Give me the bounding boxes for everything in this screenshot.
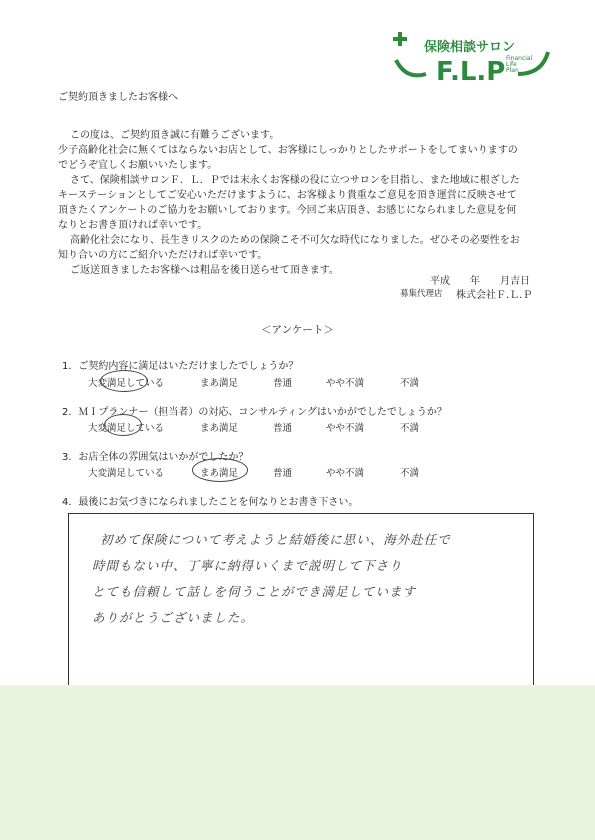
logo-name: 保険相談サロン xyxy=(424,40,516,55)
logo-subtitle: Financial Life Plan xyxy=(506,55,533,74)
plus-mark-icon xyxy=(393,32,407,46)
logo-mark: F.L.P xyxy=(436,57,506,87)
survey-title: ＜アンケート＞ xyxy=(261,324,334,336)
handwritten-line-2: 時間もない中、丁寧に納得いくまで説明して下さり xyxy=(92,558,403,573)
q2-selection-circle xyxy=(104,414,142,436)
q3-option-very-satisfied[interactable]: 大変満足している xyxy=(88,468,165,479)
question-4: 4．最後にお気づきになられましたことを何なりとお書き下さい。 xyxy=(62,497,359,508)
q2-option-somewhat-satisfied[interactable]: まあ満足 xyxy=(200,423,239,434)
agency-label: 募集代理店 xyxy=(400,289,443,299)
q1-selection-circle xyxy=(100,370,148,392)
question-1: 1．ご契約内容に満足はいただけましたでしょうか？ xyxy=(62,361,299,372)
handwritten-line-4: ありがとうございました。 xyxy=(92,610,255,625)
question-2: 2．ＭＩプランナー（担当者）の対応、コンサルティングはいかがでしたでしょうか？ xyxy=(62,407,447,418)
background-panel xyxy=(0,685,595,840)
q1-option-somewhat-dissatisfied[interactable]: やや不満 xyxy=(326,378,365,389)
q3-option-somewhat-dissatisfied[interactable]: やや不満 xyxy=(326,468,365,479)
handwritten-line-1: 初めて保険について考えようと結婚後に思い、海外赴任で xyxy=(100,532,451,547)
q3-selection-circle xyxy=(192,458,248,482)
intro-text: この度は、ご契約頂き誠に有難うございます。 少子高齢化社会に無くてはならないお店として、お客様にしっかりとしたサポートをしてまいりますの でどうぞ宜しくお願いいたします。 さて、保険相談サロンＦ．Ｌ．Ｐでは末永くお客様の役に立つサロンを目指し、また地域に根ざした キーステーションとしてご安心いただけますように、お客様より貴重なご意見を頂き運営に反映させて 頂きたくアンケートのご協力をお願いしております。今回ご来店頂き、お感じになられました意見を何 なりとお書き頂ければ幸いです。 高齢化社会になり、長生きリスクのための保険こそ不可欠な時代になりました。ぜひその必要性をお 知り合いの方にご紹介いただければ幸いです。 ご返送頂きましたお客様へは粗品を後日送らせて頂きます。 xyxy=(58,130,520,276)
q2-option-average[interactable]: 普通 xyxy=(273,423,293,434)
q1-option-somewhat-satisfied[interactable]: まあ満足 xyxy=(200,378,239,389)
q2-option-dissatisfied[interactable]: 不満 xyxy=(400,423,420,434)
q1-option-dissatisfied[interactable]: 不満 xyxy=(400,378,420,389)
handwritten-line-3: とても信頼して話しを伺うことができ満足しています xyxy=(92,584,417,599)
q2-option-somewhat-dissatisfied[interactable]: やや不満 xyxy=(326,423,365,434)
question-3: 3．お店全体の雰囲気はいかがでしたか？ xyxy=(62,452,249,463)
greeting: ご契約頂きましたお客様へ xyxy=(58,92,178,103)
q3-option-somewhat-satisfied[interactable]: まあ満足 xyxy=(200,468,239,479)
q2-option-very-satisfied[interactable]: 大変満足している xyxy=(88,423,165,434)
q3-option-average[interactable]: 普通 xyxy=(273,468,293,479)
q1-option-very-satisfied[interactable]: 大変満足している xyxy=(88,378,165,389)
date-line: 平成 年 月吉日 xyxy=(430,276,530,287)
company-name: 株式会社Ｆ.Ｌ.Ｐ xyxy=(456,290,533,301)
q3-option-dissatisfied[interactable]: 不満 xyxy=(400,468,420,479)
q1-option-average[interactable]: 普通 xyxy=(273,378,293,389)
